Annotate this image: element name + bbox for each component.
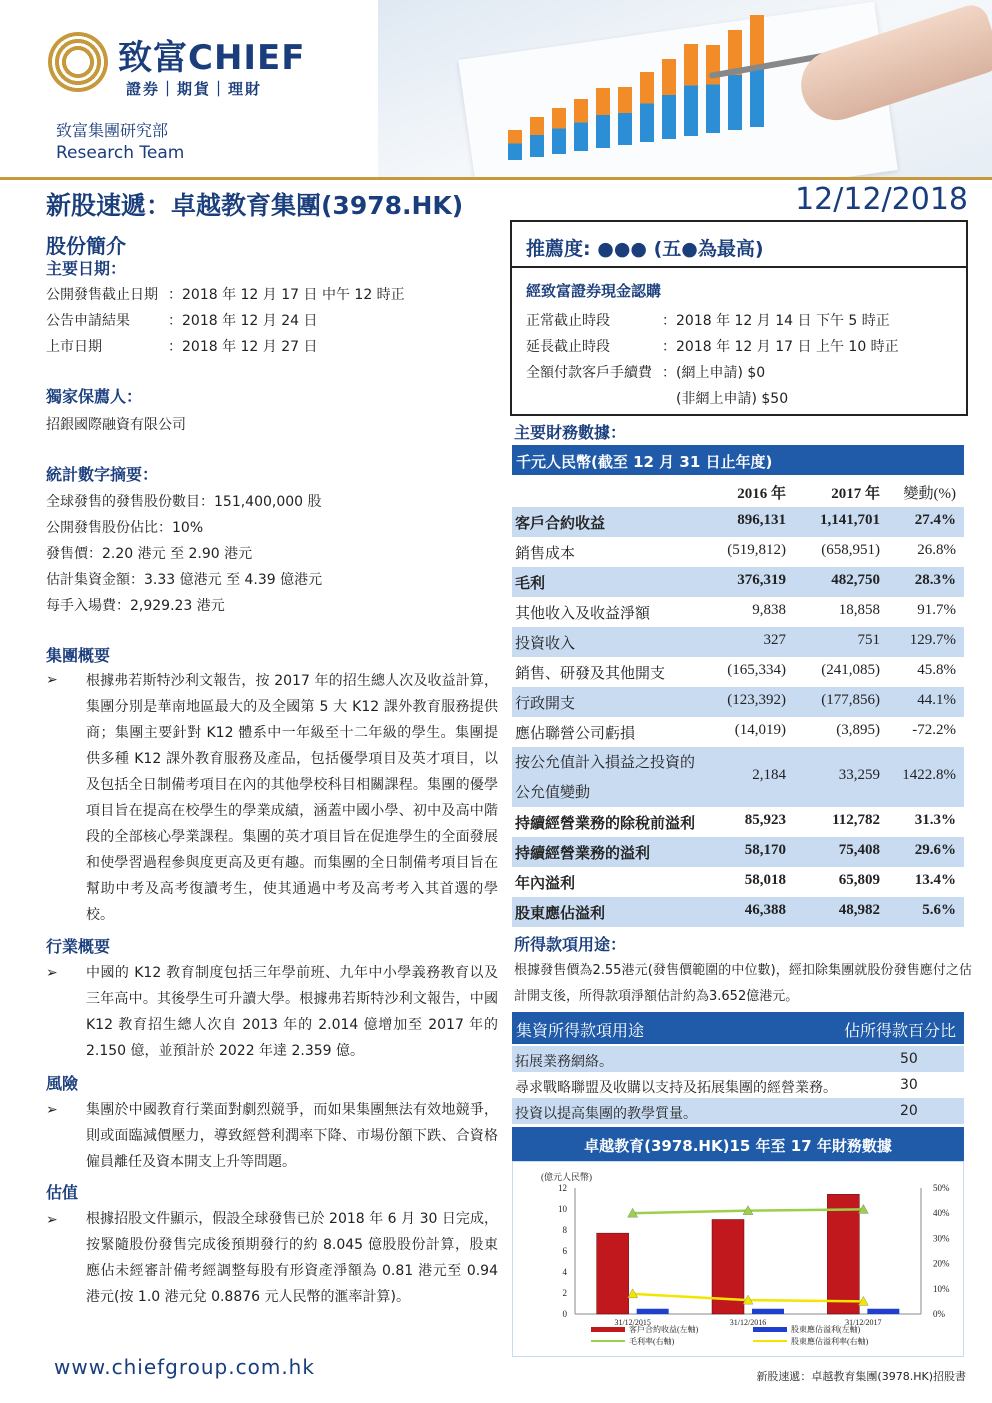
- col-2016: 2016 年: [737, 486, 786, 502]
- y2-tick-label: 50%: [933, 1183, 950, 1193]
- hero-bar: [596, 88, 610, 148]
- stat-item: 每手入場費：2,929.23 港元: [46, 598, 225, 614]
- x-tick-label: 31/12/2017: [845, 1318, 882, 1327]
- financials-heading: 主要財務數據：: [514, 423, 627, 442]
- sponsor-name: 招銀國際融資有限公司: [46, 417, 186, 433]
- value-2017: (177,856): [821, 692, 880, 708]
- bullet-icon: ➢: [46, 965, 58, 981]
- value-2017: (658,951): [821, 542, 880, 558]
- proceeds-row: 拓展業務網絡。 50: [512, 1046, 964, 1072]
- value-change: 45.8%: [917, 662, 956, 678]
- risk-text: 集團於中國教育行業面對劇烈競爭，而如果集團無法有效地競爭，則或面臨減價壓力，導致經營利潤率下降、市場份額下跌、合資格僱員離任及資本開支上升等問題。: [86, 1102, 498, 1170]
- header-photo: [378, 0, 992, 178]
- row-label: 應佔聯營公司虧損: [515, 724, 636, 742]
- value-2016: (165,334): [727, 662, 786, 678]
- row-label: 客戶合約收益: [515, 514, 606, 532]
- hero-bar: [574, 99, 588, 151]
- row-label: 銷售、研發及其他開支: [515, 664, 666, 682]
- bar-profit: [867, 1309, 899, 1314]
- bullet-icon: ➢: [46, 1102, 58, 1118]
- row-label: 其他收入及收益淨額: [515, 604, 651, 622]
- profile-heading: 股份簡介: [46, 234, 126, 258]
- proceeds-text: 根據發售價為2.55港元(發售價範圍的中位數)，經扣除集團就股份發售應付之估計開支後，所得款項淨額估計約為3.652億港元。: [514, 963, 972, 1004]
- subscription-label: 延長截止時段: [526, 339, 610, 355]
- financials-table-title: 千元人民幣(截至 12 月 31 日止年度): [512, 445, 964, 475]
- value-2016: 46,388: [744, 902, 786, 918]
- row-label: 持續經營業務的除稅前溢利: [515, 814, 696, 832]
- date-label: 公開發售截止日期: [46, 287, 158, 303]
- date-value: ：2018 年 12 月 24 日: [168, 313, 318, 329]
- financials-row: [512, 507, 964, 537]
- value-2016: 376,319: [737, 572, 786, 588]
- dates-heading: 主要日期：: [46, 259, 127, 278]
- financials-row: [512, 657, 964, 687]
- valuation-heading: 估值: [46, 1183, 79, 1202]
- proceeds-row: 尋求戰略聯盟及收購以支持及拓展集團的經營業務。 30: [515, 1077, 918, 1096]
- value-2016: (519,812): [727, 542, 786, 558]
- research-team-en: Research Team: [56, 143, 185, 163]
- financials-row: [512, 717, 964, 747]
- subscription-heading: 經致富證券現金認購: [526, 282, 662, 300]
- stat-item: 全球發售的發售股份數目：151,400,000 股: [46, 494, 322, 510]
- row-label: 股東應佔溢利: [515, 904, 606, 922]
- value-2017: 75,408: [838, 842, 880, 858]
- brand-logo-icon: [48, 32, 108, 92]
- report-date: 12/12/2018: [795, 182, 968, 217]
- rating-dots: ●●●: [597, 238, 647, 260]
- page-title: 新股速遞：卓越教育集團(3978.HK): [46, 191, 464, 220]
- row-label: 年內溢利: [515, 874, 576, 892]
- value-change: 29.6%: [914, 842, 956, 858]
- value-2016: 896,131: [737, 512, 786, 528]
- recommendation-box: [510, 220, 968, 268]
- subscription-box: [510, 268, 968, 416]
- date-label: 上市日期: [46, 339, 102, 355]
- financials-row: [512, 897, 964, 927]
- financials-row: [512, 567, 964, 597]
- value-change: 44.1%: [917, 692, 956, 708]
- value-2016: (14,019): [734, 722, 786, 738]
- value-2017: 482,750: [831, 572, 880, 588]
- value-2016: 58,170: [744, 842, 786, 858]
- value-change: 31.3%: [914, 812, 956, 828]
- value-change: 27.4%: [914, 512, 956, 528]
- date-value: ：2018 年 12 月 17 日 中午 12 時正: [168, 287, 405, 303]
- proceeds-table-header: [512, 1012, 964, 1044]
- value-2016: 2,184: [752, 767, 786, 783]
- bar-profit: [637, 1309, 669, 1314]
- legend-label: 毛利率(右軸): [629, 1337, 675, 1346]
- chart-svg: [513, 1162, 965, 1358]
- value-2016: 9,838: [752, 602, 786, 618]
- value-2017: 112,782: [832, 812, 880, 828]
- y-tick-label: 10: [558, 1204, 567, 1214]
- financials-row: [512, 687, 964, 717]
- legend-swatch: [753, 1327, 787, 1332]
- y2-tick-label: 40%: [933, 1208, 950, 1219]
- brand-tagline: 證券｜期貨｜理財: [126, 80, 263, 98]
- hero-bar: [530, 117, 544, 157]
- hero-bar: [508, 130, 522, 160]
- stats-heading: 統計數字摘要：: [46, 465, 159, 484]
- date-label: 公告申請結果: [46, 313, 130, 329]
- col-change: 變動(%): [903, 486, 956, 502]
- hero-bar: [640, 72, 654, 142]
- hero-bar: [662, 59, 676, 139]
- y2-tick-label: 0%: [933, 1309, 945, 1319]
- hero-bar: [706, 45, 720, 133]
- value-2017: 48,982: [838, 902, 880, 918]
- valuation-text: 根據招股文件顯示，假設全球發售已於 2018 年 6 月 30 日完成，按緊隨股份發售完成後預期發行的約 8.045 億股股份計算，股東應佔未經審計備考經調整每股有形資產淨額為 0.81 港元至 0.94 港元(按 1.0 港元兌 0.8876 元人民幣的滙率計算)。: [86, 1211, 498, 1305]
- col-use: 集資所得款項用途: [516, 1021, 645, 1040]
- row-label: 投資收入: [515, 634, 576, 652]
- legend-label: 股東應佔溢利率(右軸): [791, 1337, 869, 1346]
- subscription-label: 正常截止時段: [526, 313, 610, 329]
- subscription-value: ：2018 年 12 月 14 日 下午 5 時正: [662, 313, 890, 329]
- y2-tick-label: 30%: [933, 1233, 950, 1244]
- value-2017: 1,141,701: [820, 512, 880, 528]
- hero-bar: [728, 30, 742, 130]
- value-2016: 327: [763, 632, 786, 648]
- sponsor-heading: 獨家保薦人：: [46, 387, 143, 406]
- chart-title: 卓越教育(3978.HK)15 年至 17 年財務數據: [512, 1127, 964, 1161]
- financials-row: [512, 627, 964, 657]
- bar-revenue: [597, 1233, 629, 1314]
- risk-heading: 風險: [46, 1074, 79, 1093]
- proceeds-row: 投資以提高集團的教學質量。 20: [512, 1098, 964, 1124]
- bar-profit: [752, 1309, 784, 1314]
- chart-ylabel: (億元人民幣): [541, 1172, 592, 1182]
- value-2017: (3,895): [836, 722, 880, 738]
- financials-row: [512, 807, 964, 837]
- subscription-label: 全額付款客戶手續費: [526, 365, 652, 381]
- value-2017: 65,809: [838, 872, 880, 888]
- value-change: 129.7%: [909, 632, 956, 648]
- value-2017: 18,858: [838, 602, 880, 618]
- industry-heading: 行業概要: [46, 937, 111, 956]
- stat-item: 估計集資金額：3.33 億港元 至 4.39 億港元: [46, 572, 323, 588]
- footer-url[interactable]: www.chiefgroup.com.hk: [54, 1355, 315, 1379]
- financials-row: [512, 597, 964, 627]
- hero-bar: [552, 108, 566, 154]
- value-2016: (123,392): [727, 692, 786, 708]
- value-change: -72.2%: [912, 722, 956, 738]
- recommendation-rating: 推薦度: ●●● (五●為最高): [526, 238, 764, 260]
- subscription-value: ：(網上申請) $0: [662, 365, 766, 381]
- financials-row: [512, 867, 964, 897]
- row-label: 按公允值計入損益之投資的: [515, 753, 696, 771]
- y-tick-label: 8: [562, 1225, 567, 1235]
- value-change: 91.7%: [917, 602, 956, 618]
- y-tick-label: 12: [558, 1183, 567, 1193]
- hero-bar: [684, 44, 698, 136]
- subscription-value: ：2018 年 12 月 17 日 上午 10 時正: [662, 339, 899, 355]
- row-label: 銷售成本: [515, 544, 576, 562]
- financial-chart: [512, 1161, 964, 1357]
- legend-swatch: [591, 1327, 625, 1332]
- legend-label: 股東應佔溢利(左軸): [791, 1325, 861, 1334]
- y-tick-label: 6: [562, 1246, 567, 1256]
- stat-item: 發售價：2.20 港元 至 2.90 港元: [46, 546, 253, 562]
- value-2016: 85,923: [744, 812, 786, 828]
- industry-text: 中國的 K12 教育制度包括三年學前班、九年中小學義務教育以及三年高中。其後學生可升讀大學。根據弗若斯特沙利文報告，中國 K12 教育招生總人次自 2013 年的 2.014 億增加至 2017 年的 2.150 億，並預計於 2022 年達 2.359 億。: [86, 965, 498, 1059]
- financials-row: [512, 747, 964, 807]
- subscription-extra: (非網上申請) $50: [676, 391, 789, 407]
- header-divider: [0, 177, 992, 180]
- overview-heading: 集團概要: [46, 646, 111, 665]
- col-pct: 佔所得款百分比: [843, 1021, 956, 1040]
- row-label: 持續經營業務的溢利: [515, 844, 651, 862]
- row-label: 公允值變動: [515, 783, 591, 801]
- value-change: 5.6%: [922, 902, 956, 918]
- overview-text: 根據弗若斯特沙利文報告，按 2017 年的招生總人次及收益計算，集團分別是華南地區最大的及全國第 5 大 K12 課外教育服務提供商；集團主要針對 K12 體系中一年級至十二年級的學生。集團提供多種 K12 課外教育服務及產品，包括優學項目及英才項目，以及包括全日制備考項目在內的其他學校科目相關課程。集團的優學項目旨在提高在校學生的學業成績，涵蓋中國小學、初中及高中階段的全部核心學業課程。集團的英才項目旨在促進學生的全面發展和使學習過程參與度更高及更有趣。而集團的全日制備考項目旨在幫助中考及高考復讀考生，使其通過中考及高考考入其首選的學校。: [86, 673, 498, 923]
- value-2016: 58,018: [744, 872, 786, 888]
- value-change: 13.4%: [914, 872, 956, 888]
- financials-column-header: [512, 477, 964, 507]
- financials-row: [512, 837, 964, 867]
- value-change: 28.3%: [914, 572, 956, 588]
- value-change: 1422.8%: [902, 767, 956, 783]
- col-2017: 2017 年: [831, 486, 880, 502]
- row-label: 行政開支: [515, 694, 576, 712]
- x-tick-label: 31/12/2016: [729, 1318, 767, 1327]
- date-value: ：2018 年 12 月 27 日: [168, 339, 318, 355]
- key-dates: [46, 284, 496, 364]
- footer-note: 新股速遞：卓越教育集團(3978.HK)招股書: [756, 1370, 966, 1383]
- value-2017: (241,085): [821, 662, 880, 678]
- y-tick-label: 0: [562, 1309, 567, 1319]
- y2-tick-label: 10%: [933, 1283, 950, 1294]
- bullet-icon: ➢: [46, 672, 58, 688]
- hero-bar: [618, 87, 632, 145]
- brand-name: 致富CHIEF: [118, 38, 306, 78]
- stat-item: 公開發售股份佔比：10%: [46, 520, 204, 536]
- row-label: 毛利: [515, 574, 546, 592]
- x-tick-label: 31/12/2015: [614, 1318, 651, 1327]
- legend-label: 客戶合約收益(左軸): [629, 1325, 699, 1334]
- value-change: 26.8%: [917, 542, 956, 558]
- bar-revenue: [827, 1194, 859, 1314]
- proceeds-heading: 所得款項用途：: [514, 935, 627, 954]
- y-tick-label: 4: [562, 1267, 567, 1277]
- bullet-icon: ➢: [46, 1212, 58, 1228]
- y-tick-label: 2: [562, 1288, 567, 1298]
- research-team-cn: 致富集團研究部: [56, 121, 169, 140]
- y2-tick-label: 20%: [933, 1258, 950, 1269]
- value-2017: 33,259: [838, 767, 880, 783]
- financials-row: [512, 537, 964, 567]
- value-2017: 751: [857, 632, 880, 648]
